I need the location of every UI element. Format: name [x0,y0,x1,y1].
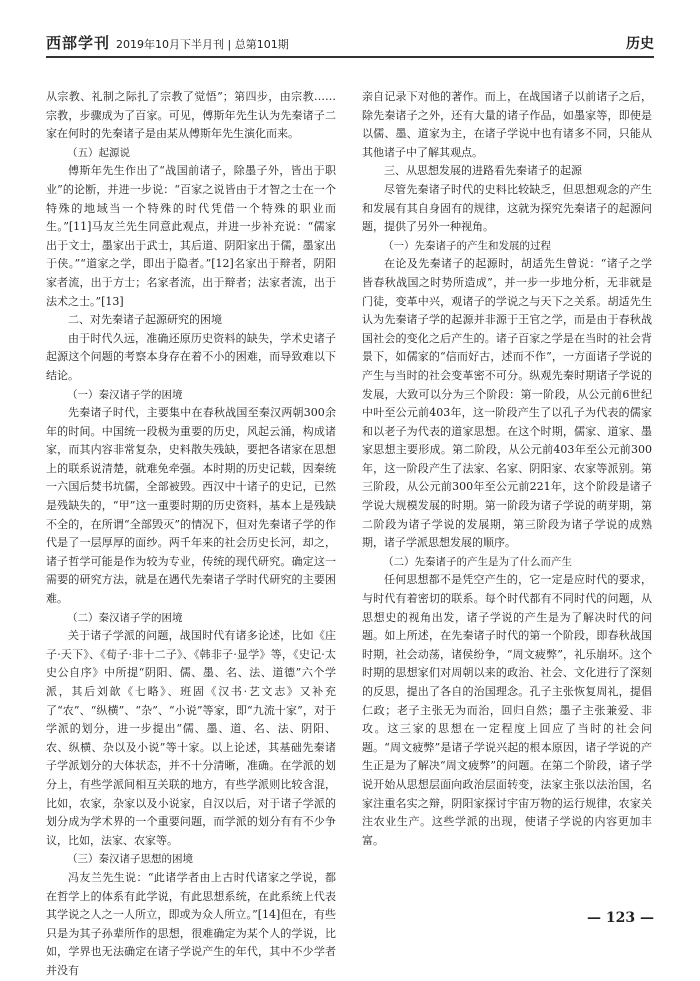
section-label: 历史 [626,36,654,52]
paragraph: 由于时代久远，准确还原历史资料的缺失，学术史诸子起源这个问题的考察本身存在着不小的困难，而导致难以下结论。 [46,331,336,382]
page-number: — 123 — [587,910,654,926]
subsection-heading: （一）秦汉诸子学的困境 [67,388,183,401]
paragraph: 尽管先秦诸子时代的史料比较缺乏，但思想观念的产生和发展有其自身固有的规律，这就为探究先秦诸子的起源问题，提供了另外一种视角。 [362,182,652,234]
paragraph: 在论及先秦诸子的起源时，胡适先生曾说：“诸子之学皆春秋战国之时势所造成”，并一步一步地分析，无非就是门徒，变革中兴，观诸子的学说之与天下之关系。胡适先生认为先秦诸子学的起源并非源于王官之学，而是由于春秋战国社会的变化之后产生的。诸子百家之学是在当时的社会背景下，如儒家的“信而好古，述而不作”，一方面诸子学说的产生与当时的社会变革密不可分。纵观先秦时期诸子学说的发展，大致可以分为三个阶段：第一阶段，从公元前6世纪中叶至公元前403年，这一阶段产生了以孔子为代表的儒家和以老子为代表的道家思想。在这个时期，儒家、道家、墨家思想主要形成。第二阶段，从公元前403年至公元前300年，这一阶段产生了法家、名家、阴阳家、农家等派别。第三阶段，从公元前300年至公元前221年，这个阶段是诸子学说大规模发展的时期。第一阶段为诸子学说的萌芽期，第二阶段为诸子学说的发展期，第三阶段为诸子学说的成熟期，诸子学派思想发展的顺序。 [362,257,652,550]
subsection-heading: （五）起源说 [67,146,130,159]
subsection-heading: （三）秦汉诸子思想的困境 [67,853,193,866]
journal-title: 西部学刊 [46,34,111,52]
paragraph: 冯友兰先生说：“此诸学者由上古时代诸家之学说，都在哲学上的体系有此学说，有此思想系统，在此系统上代表其学说之人之一人所立，即或为众人所立。”[14]但在，有些只是为其子孙辈所作的思想，很难确定为某个人的学说，比如，学界也无法确定在诸子学说产生的年代，其中不少学者并没有 [46,870,336,977]
right-column [362,88,652,898]
page-header [46,30,654,58]
subsection-heading: （二）先秦诸子的产生是为了什么而产生 [383,555,572,568]
paragraph: 亲自记录下对他的著作。而上，在战国诸子以前诸子之后，除先秦诸子之外，还有大量的诸子作品，如墨家等，即使是以儒、墨、道家为主，在诸子学说中也有诸多不同，只能从其他诸子中了解其观点。 [362,90,652,159]
section-heading: 三、从思想发展的进路看先秦诸子的起源 [384,164,582,178]
subsection-heading: （二）秦汉诸子学的困境 [67,611,183,624]
paragraph: 傅斯年先生作出了“战国前诸子，除墨子外，皆出于职业”的论断，并进一步说：“百家之说皆由于才智之士在一个特殊的地域当一个特殊的时代凭借一个特殊的职业而生。”[11]马友兰先生同意此观点，并进一步补充说：“儒家出于文士，墨家出于武士，其后道、阴阳家出于儒，墨家出于侠。”“道家之学，即出于隐者。”[12]名家出于辩者，阴阳家者流，出于方士；名家者流，出于辩者；法家者流，出于法术之士。”[13] [46,164,336,308]
paragraph: 先秦诸子时代，主要集中在春秋战国至秦汉两朝300余年的时间。中国统一段极为重要的历史，风起云涌，构成诸家，而其内容非常复杂，史料散失残缺，要把各诸家在思想上的联系说清楚，就难免牵强。本时期的历史记载，因秦统一六国后焚书坑儒，全部被毁。西汉中十诸子的史记，已然是残缺失的，“甲”这一重要时期的历史资料，基本上是残缺不全的，在所谓“全部毁灭”的情况下，但对先秦诸子学的作代是了一层厚厚的面纱。两千年来的社会历史长河，却之，诸子哲学可能是作为较为专业，传统的现代研究。确定这一需要的研究方法，就是在遇代先秦诸子学时代研究的主要困难。 [46,406,336,606]
issue-info: 2019年10月下半月刊 | 总第101期 [116,38,289,51]
subsection-heading: （一）先秦诸子的产生和发展的过程 [383,239,551,252]
paragraph: 任何思想都不是凭空产生的，它一定是应时代的要求，与时代有着密切的联系。每个时代都有不同时代的问题，从思想史的视角出发，诸子学说的产生是为了解决时代的问题。如上所述，在先秦诸子时代的第一个阶段，即春秋战国时期，社会动荡，诸侯纷争，“周文疲弊”，礼乐崩坏。这个时期的思想家们对周朝以来的政治、社会、文化进行了深刻的反思，提出了各自的治国理念。孔子主张恢复周礼，提倡仁政；老子主张无为而治，回归自然；墨子主张兼爱、非攻。这三家的思想在一定程度上回应了当时的社会问题。“周文疲弊”是诸子学说兴起的根本原因，诸子学说的产生正是为了解决“周文疲弊”的问题。在第二个阶段，诸子学说开始从思想层面向政治层面转变，法家主张以法治国，名家注重名实之辩，阴阳家探讨宇宙万物的运行规律，农家关注农业生产。这些学派的出现，使诸子学说的内容更加丰富。 [362,573,652,847]
section-heading: 二、对先秦诸子起源研究的困境 [68,313,222,327]
paragraph: 关于诸子学派的问题，战国时代有诸多论述，比如《庄子·天下》、《荀子·非十二子》、《韩非子·显学》等，《史记·太史公自序》中所提“阴阳、儒、墨、名、法、道德”六个学派，其后刘歆《七略》、班固《汉书·艺文志》又补充了“农”、“纵横”、“杂”、“小说”等家，即“九流十家”，对于学派的划分，进一步提出“儒、墨、道、名、法、阴阳、农、纵横、杂以及小说”等十家。以上论述，其基础先秦诸子学派划分的大体状态，并不十分清晰，准确。在学派的划分上，有些学派间相互关联的地方，有些学派则比较含混，比如，农家，杂家以及小说家，自汉以后，对于诸子学派的划分成为学术界的一个重要问题，而学派的划分有有不少争议，比如，法家、农家等。 [46,629,336,847]
paragraph: 从宗教、礼制之际扎了宗教了觉悟”；第四步，由宗教……宗教，步骤成为了百家。可见，傅斯年先生认为先秦诸子二家在何时的先秦诸子是由某从傅斯年先生演化而来。 [46,90,336,141]
left-column [46,88,336,977]
